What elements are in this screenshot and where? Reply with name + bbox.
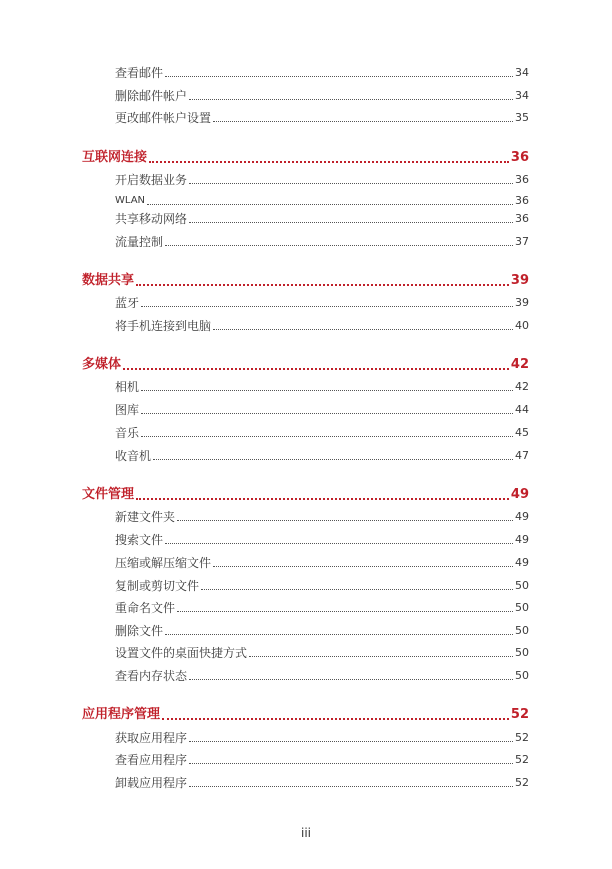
toc-page-number: 49	[515, 556, 529, 569]
dot-leader	[249, 656, 513, 657]
toc-page-number: 47	[515, 449, 529, 462]
toc-page-number: 39	[515, 296, 529, 309]
toc-page-number: 37	[515, 235, 529, 248]
toc-page-number: 49	[515, 533, 529, 546]
dot-leader	[147, 204, 513, 205]
toc-entry-title: 搜索文件	[115, 533, 164, 547]
toc-entry[interactable]	[115, 753, 529, 767]
toc-entry[interactable]	[115, 403, 529, 417]
toc-entry[interactable]	[115, 380, 529, 394]
dot-leader	[177, 611, 513, 612]
dot-leader	[165, 543, 513, 544]
toc-page-number: 52	[515, 731, 529, 744]
dot-leader	[189, 99, 513, 100]
toc-page-number: 52	[510, 707, 529, 722]
dot-leader	[153, 459, 513, 460]
toc-entry[interactable]	[115, 646, 529, 660]
toc-entry-title: 蓝牙	[115, 296, 140, 310]
toc-entry[interactable]	[115, 624, 529, 638]
dot-leader	[189, 679, 513, 680]
toc-page-number: 36	[510, 150, 529, 165]
toc-entry-title: 图库	[115, 403, 140, 417]
toc-entry[interactable]	[115, 579, 529, 593]
toc-entry[interactable]	[115, 669, 529, 683]
dot-leader	[213, 329, 513, 330]
dot-leader	[141, 306, 513, 307]
dot-leader	[189, 183, 513, 184]
toc-entry-title: 查看内存状态	[115, 669, 188, 683]
toc-entry-title: 查看应用程序	[115, 753, 188, 767]
dot-leader	[165, 245, 513, 246]
toc-page-number: 36	[515, 173, 529, 186]
toc-section-title: 应用程序管理	[82, 707, 161, 722]
dot-leader	[165, 76, 513, 77]
toc-entry[interactable]	[115, 510, 529, 524]
toc-entry-title: 设置文件的桌面快捷方式	[115, 646, 248, 660]
toc-entry[interactable]	[115, 319, 529, 333]
toc-entry-title: 获取应用程序	[115, 731, 188, 745]
toc-entry-title: 共享移动网络	[115, 212, 188, 226]
dot-leader	[136, 284, 509, 286]
dot-leader	[213, 566, 513, 567]
toc-page-number: 52	[515, 753, 529, 766]
dot-leader	[189, 741, 513, 742]
toc-page-number: 50	[515, 646, 529, 659]
toc-page-number: 34	[515, 89, 529, 102]
toc-page-number: 49	[515, 510, 529, 523]
toc-entry[interactable]	[115, 731, 529, 745]
toc-entry-title: 重命名文件	[115, 601, 176, 615]
toc-section-title: 互联网连接	[82, 150, 148, 165]
toc-entry[interactable]	[115, 89, 529, 103]
toc-page-number: 34	[515, 66, 529, 79]
toc-page-number: 35	[515, 111, 529, 124]
toc-entry-title: 新建文件夹	[115, 510, 176, 524]
toc-entry[interactable]	[115, 212, 529, 226]
toc-page-number: 50	[515, 669, 529, 682]
toc-entry-title: 更改邮件帐户设置	[115, 111, 212, 125]
toc-entry[interactable]	[115, 173, 529, 187]
dot-leader	[123, 368, 509, 370]
toc-entry-title: 相机	[115, 380, 140, 394]
toc-entry-title: 收音机	[115, 449, 152, 463]
toc-entry-title: 复制或剪切文件	[115, 579, 200, 593]
toc-entry[interactable]	[115, 601, 529, 615]
toc-section-entry[interactable]	[82, 487, 529, 503]
toc-page-number: 42	[515, 380, 529, 393]
toc-entry[interactable]	[115, 533, 529, 547]
dot-leader	[149, 161, 509, 163]
toc-page-number: 50	[515, 624, 529, 637]
toc-entry-title: 查看邮件	[115, 66, 164, 80]
toc-page-number: 39	[510, 273, 529, 288]
toc-page-number: 52	[515, 776, 529, 789]
toc-page-number: 49	[510, 487, 529, 502]
toc-section-entry[interactable]	[82, 150, 529, 166]
toc-entry[interactable]	[115, 111, 529, 125]
toc-entry-title: 卸载应用程序	[115, 776, 188, 790]
toc-section-entry[interactable]	[82, 273, 529, 289]
toc-page-number: 44	[515, 403, 529, 416]
toc-entry[interactable]	[115, 776, 529, 790]
toc-entry[interactable]	[115, 66, 529, 80]
toc-entry-title: 删除邮件帐户	[115, 89, 188, 103]
toc-page-number: 50	[515, 579, 529, 592]
dot-leader	[141, 436, 513, 437]
toc-section-entry[interactable]	[82, 357, 529, 373]
dot-leader	[136, 498, 509, 500]
page-number: iii	[300, 826, 311, 840]
toc-section-title: 数据共享	[82, 273, 135, 288]
toc-section-entry[interactable]	[82, 707, 529, 723]
toc-page-number: 36	[515, 212, 529, 225]
toc-page-number: 40	[515, 319, 529, 332]
dot-leader	[141, 390, 513, 391]
toc-entry[interactable]	[115, 449, 529, 463]
toc-entry[interactable]	[115, 194, 529, 208]
toc-section-title: 多媒体	[82, 357, 122, 372]
toc-entry-title: 开启数据业务	[115, 173, 188, 187]
dot-leader	[213, 121, 513, 122]
toc-page-number: 36	[515, 194, 529, 207]
toc-entry[interactable]	[115, 296, 529, 310]
toc-entry-title: 音乐	[115, 426, 140, 440]
toc-page-number: 45	[515, 426, 529, 439]
toc-entry-title: 压缩或解压缩文件	[115, 556, 212, 570]
dot-leader	[201, 589, 513, 590]
toc-entry-title: 将手机连接到电脑	[115, 319, 212, 333]
toc-entry[interactable]	[115, 426, 529, 440]
toc-entry-title: 删除文件	[115, 624, 164, 638]
dot-leader	[141, 413, 513, 414]
toc-entry-title: 流量控制	[115, 235, 164, 249]
toc-entry[interactable]	[115, 235, 529, 249]
dot-leader	[165, 634, 513, 635]
toc-section-title: 文件管理	[82, 487, 135, 502]
toc-page-number: 50	[515, 601, 529, 614]
dot-leader	[189, 786, 513, 787]
toc-entry[interactable]	[115, 556, 529, 570]
dot-leader	[189, 763, 513, 764]
dot-leader	[189, 222, 513, 223]
dot-leader	[162, 718, 509, 720]
toc-entry-title: WLAN	[115, 195, 146, 206]
toc-page-number: 42	[510, 357, 529, 372]
dot-leader	[177, 520, 513, 521]
